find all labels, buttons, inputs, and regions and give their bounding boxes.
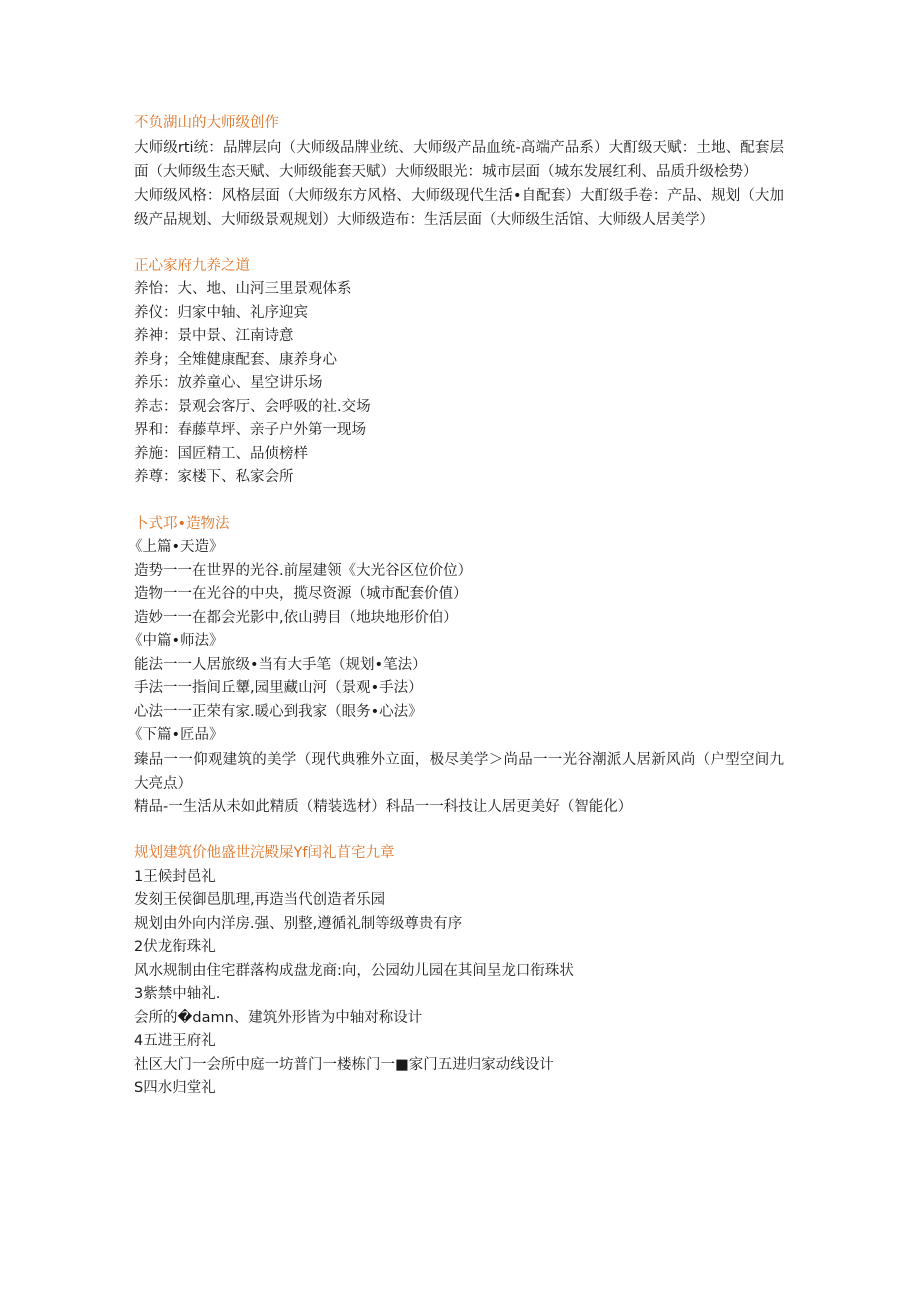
- list-item: 风水规制由住宅群落构成盘龙商:向，公园幼儿园在其间呈龙口衔珠状: [134, 962, 574, 979]
- list-item: 发刻王侯御邑肌理,再造当代创造者乐园: [134, 892, 386, 908]
- list-item: S四水归堂礼: [134, 1080, 216, 1096]
- section-heading: 卜式邛•造物法: [134, 515, 230, 532]
- paragraph: 大师级风格：风格层面（大师级东方风格、大师级现代生活•自配套）大酊级手卷：产品、规划（大加级产品规划、大师级景观规划）大师级造布：生活层面（大师级生活馆、大师级人居美学）: [134, 187, 784, 228]
- list-item: 4五进王府礼: [134, 1033, 216, 1049]
- subheading: 《下篇•匠品》: [128, 727, 224, 743]
- list-item: 心法一一正荣有家.暖心到我家（眼务•心法》: [134, 703, 423, 720]
- list-item: 3紫禁中轴礼.: [134, 986, 221, 1002]
- list-item: 养施：国匠精工、品侦榜样: [134, 445, 308, 462]
- list-item: 手法一一指间丘顰,园里藏山河（景观•手法）: [134, 680, 423, 696]
- list-item: 1王候封邑礼: [134, 868, 216, 885]
- section-heading: 不负湖山的大师级创作: [134, 115, 279, 131]
- section-nine-nurture: [134, 255, 784, 490]
- list-item: 养尊：家楼下、私家会所: [134, 469, 294, 485]
- list-item: 养身；全雉健康配套、康养身心: [134, 351, 337, 368]
- list-item: 养仪：归家中轴、礼序迎宾: [134, 304, 308, 321]
- section-creation-method: [128, 513, 784, 820]
- subheading: 《上篇•天造》: [128, 539, 224, 555]
- list-item: 造势一一在世界的光谷.前屋建领《大光谷区位价位）: [134, 562, 473, 579]
- list-item: 界和：春藤草坪、亲子户外第一现场: [134, 422, 366, 438]
- section-heading: 规划建筑价他盛世浣殿屎Yf闰礼苜宅九章: [134, 845, 395, 861]
- list-item: 养神：景中景、江南诗意: [134, 328, 294, 344]
- list-item: 精品-一生活从未如此精质（精装选材）科品一一科技让人居更美好（智能化）: [134, 798, 633, 815]
- section-master-creation: [134, 112, 784, 232]
- list-item: 造妙一一在都会光影中,依山骋目（地块地形价伯）: [134, 609, 458, 626]
- list-item: 造物一一在光谷的中央，揽尽资源（城市配套价值）: [134, 586, 468, 602]
- list-item: 养怡：大、地、山河三里景观体系: [134, 281, 352, 297]
- list-item: 养志：景观会客厅、会呼吸的社.交场: [134, 398, 371, 415]
- subheading: 《中篇•师法》: [128, 633, 224, 649]
- list-item: 社区大门一会所中庭一坊普门一楼栋门一■家门五进归家动线设计: [134, 1056, 554, 1073]
- paragraph: 臻品一一仰观建筑的美学（现代典雅外立面，极尽美学＞尚品一一光谷潮派人居新风尚（户型空间九大亮点）: [134, 751, 784, 792]
- list-item: 养乐：放养童心、星空讲乐场: [134, 375, 323, 391]
- section-nine-chapters: [134, 842, 784, 1101]
- list-item: 会所的�damn、建筑外形皆为中轴对称设计: [134, 1009, 423, 1026]
- list-item: 2伏龙衔珠礼: [134, 939, 216, 955]
- section-heading: 正心家府九养之道: [134, 257, 250, 274]
- paragraph: 大师级rti统：品牌层向（大师级品牌业统、大师级产品血统-高端产品系）大酊级天赋：土地、配套层面（大师级生态天赋、大师级能套天赋）大师级眼光：城市层面（城东发展红利、品质升级桧势）: [134, 139, 784, 180]
- list-item: 能法一一人居旅级•当有大手笔（规划•笔法）: [134, 656, 427, 673]
- document-page: [128, 112, 784, 1124]
- list-item: 规划由外向内洋房.强、别整,遵循礼制等级尊贵有序: [134, 915, 463, 932]
